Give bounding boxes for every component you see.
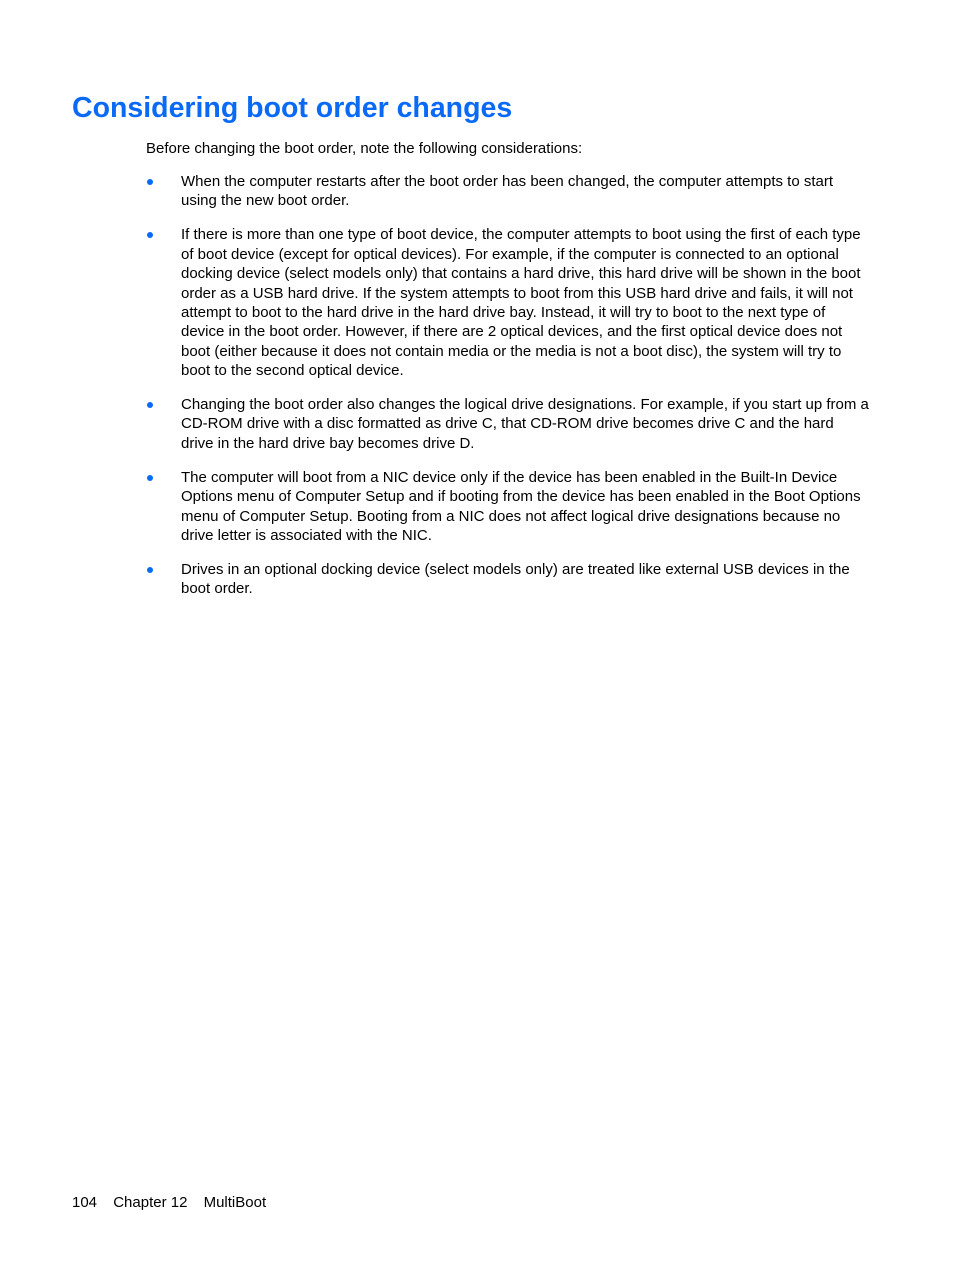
list-item-text: Drives in an optional docking device (select models only) are treated like external USB devices in the boot order.	[181, 560, 850, 598]
list-item-text: When the computer restarts after the boot order has been changed, the computer attempts to start using the new boot order.	[181, 173, 834, 210]
page-footer	[72, 1193, 278, 1212]
list-item	[146, 468, 869, 546]
page-number: 104	[72, 1194, 98, 1211]
list-item-text: If there is more than one type of boot device, the computer attempts to boot using the first of each type of boot device (except for optical devices). For example, if the computer is connected to an optional docking device (select models only) that contains a hard drive, this hard drive will be shown in the boot order as a USB hard drive. If the system attempts to boot from this USB hard drive and fails, it will not attempt to boot to the hard drive in the hard drive bay. Instead, it will try to boot to the next type of device in the boot order. However, if there are 2 optical devices, and the first optical device does not boot (either because it does not contain media or the media is not a boot disc), the system will try to boot to the second optical device.	[181, 226, 861, 380]
bullet-dot-icon	[147, 475, 153, 481]
bullet-dot-icon	[147, 567, 153, 573]
page-title: Considering boot order changes	[72, 92, 513, 124]
chapter-label: Chapter 12	[113, 1194, 188, 1211]
list-item-text: The computer will boot from a NIC device only if the device has been enabled in the Built-In Device Options menu of Computer Setup and if booting from the device has been enabled in the Boot Options menu of Computer Setup. Booting from a NIC does not affect logical drive designations because no drive letter is associated with the NIC.	[181, 468, 861, 544]
list-item	[146, 172, 869, 211]
bullet-dot-icon	[147, 402, 153, 408]
section-label: MultiBoot	[203, 1194, 267, 1211]
list-item	[146, 225, 869, 380]
bullet-dot-icon	[147, 179, 153, 185]
bullet-dot-icon	[147, 232, 153, 238]
intro-paragraph: Before changing the boot order, note the following considerations:	[146, 140, 583, 157]
list-item	[146, 560, 869, 599]
list-item-text: Changing the boot order also changes the logical drive designations. For example, if you start up from a CD-ROM drive with a disc formatted as drive C, that CD-ROM drive becomes drive C and the hard drive in the hard drive bay becomes drive D.	[181, 396, 869, 452]
list-item	[146, 395, 869, 453]
considerations-list	[146, 172, 869, 613]
